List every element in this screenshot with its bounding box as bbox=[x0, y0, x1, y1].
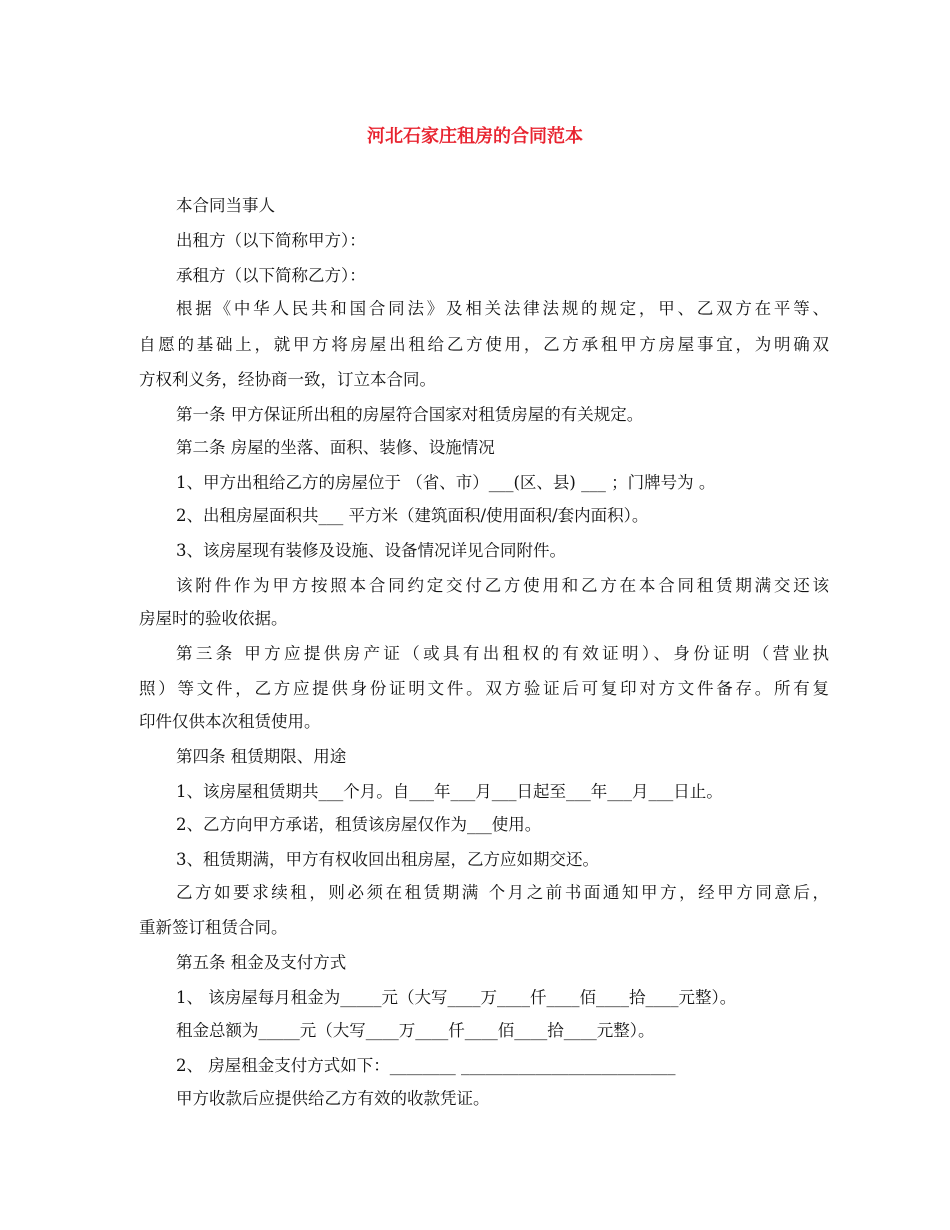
text-line: 房屋时的验收依据。 bbox=[139, 609, 288, 628]
text-line: 2、乙方向甲方承诺，租赁该房屋仅作为___使用。 bbox=[176, 815, 542, 834]
text-line: 照）等文件，乙方应提供身份证明文件。双方验证后可复印对方文件备存。所有复 bbox=[139, 679, 829, 698]
text-line: 1、 该房屋每月租金为_____元（大写____万____仟____佰____拾____元整）。 bbox=[176, 988, 737, 1007]
text-line: 甲方收款后应提供给乙方有效的收款凭证。 bbox=[176, 1089, 490, 1108]
text-line: 该附件作为甲方按照本合同约定交付乙方使用和乙方在本合同租赁期满交还该 bbox=[176, 576, 829, 595]
text-line: 1、甲方出租给乙方的房屋位于 （省、市）___(区、县) ___ ；门牌号为 。 bbox=[176, 473, 716, 492]
text-line: 第二条 房屋的坐落、面积、装修、设施情况 bbox=[176, 438, 495, 457]
text-line: 第一条 甲方保证所出租的房屋符合国家对租赁房屋的有关规定。 bbox=[176, 405, 644, 424]
text-line: 2、 房屋租金支付方式如下：________ __________________________ bbox=[176, 1056, 676, 1075]
text-line: 3、该房屋现有装修及设施、设备情况详见合同附件。 bbox=[176, 541, 566, 560]
text-line: 承租方（以下简称乙方）： bbox=[176, 266, 366, 285]
text-line: 第三条 甲方应提供房产证（或具有出租权的有效证明）、身份证明（营业执 bbox=[176, 644, 829, 663]
text-line: 出租方（以下简称甲方）： bbox=[176, 231, 366, 250]
text-line: 方权利义务，经协商一致，订立本合同。 bbox=[139, 370, 436, 389]
text-line: 乙方如要求续租，则必须在租赁期满 个月之前书面通知甲方，经甲方同意后， bbox=[176, 883, 829, 902]
document-title: 河北石家庄租房的合同范本 bbox=[367, 126, 583, 147]
text-line: 自愿的基础上，就甲方将房屋出租给乙方使用，乙方承租甲方房屋事宜，为明确双 bbox=[139, 335, 829, 354]
text-line: 重新签订租赁合同。 bbox=[139, 918, 288, 937]
text-line: 第四条 租赁期限、用途 bbox=[176, 747, 347, 766]
text-line: 第五条 租金及支付方式 bbox=[176, 953, 347, 972]
text-line: 根据《中华人民共和国合同法》及相关法律法规的规定，甲、乙双方在平等、 bbox=[176, 299, 829, 318]
text-line: 1、该房屋租赁期共___个月。自___年___月___日起至___年___月___日止。 bbox=[176, 782, 723, 801]
text-line: 印件仅供本次租赁使用。 bbox=[139, 712, 321, 731]
text-line: 本合同当事人 bbox=[176, 196, 275, 215]
text-line: 3、租赁期满，甲方有权收回出租房屋，乙方应如期交还。 bbox=[176, 850, 599, 869]
text-line: 租金总额为_____元（大写____万____仟____佰____拾____元整）。 bbox=[176, 1021, 655, 1040]
text-line: 2、出租房屋面积共___ 平方米（建筑面积/使用面积/套内面积）。 bbox=[176, 506, 649, 525]
